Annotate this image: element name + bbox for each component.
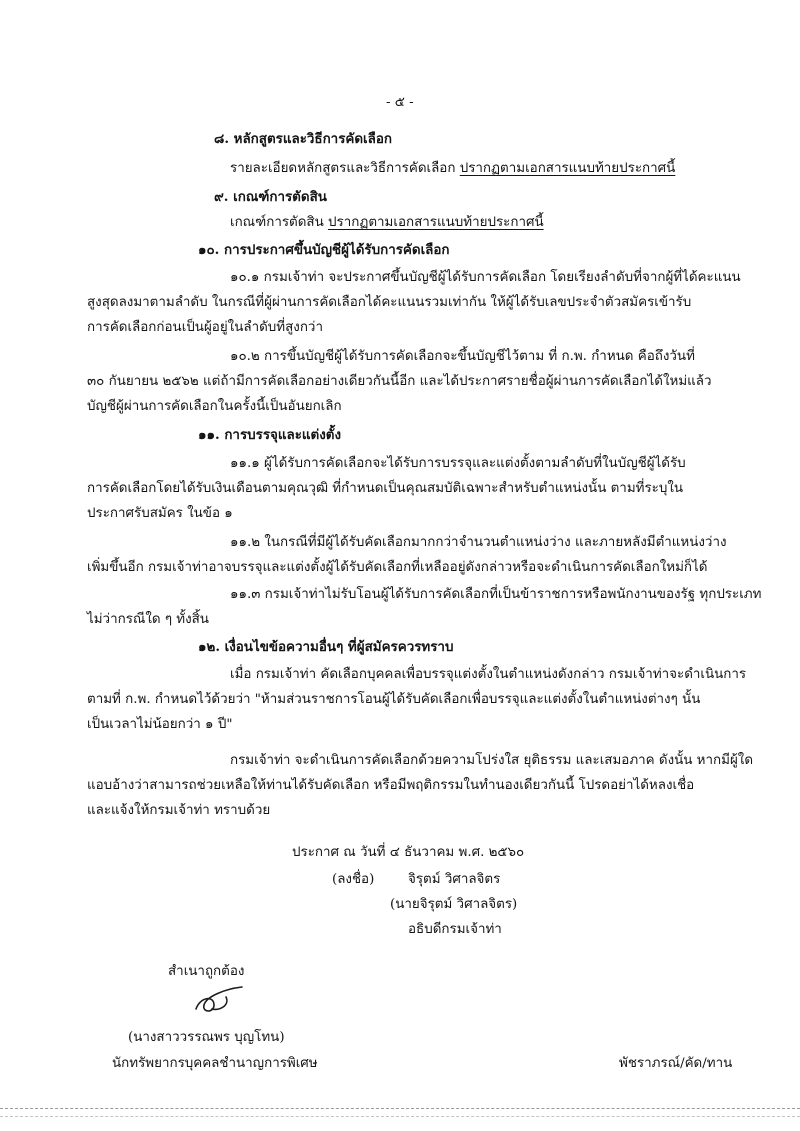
section-10-2-line-1: ๑๐.๒ การขึ้นบัญชีผู้ได้รับการคัดเลือกจะขึ้นบัญชีไว้ตาม ที่ ก.พ. กำหนด คือถึงวันที่ [230,349,695,364]
section-10-1-line-1: ๑๐.๑ กรมเจ้าท่า จะประกาศขึ้นบัญชีผู้ได้รับการคัดเลือก โดยเรียงลำดับที่จากผู้ที่ได้คะแนน [230,270,741,285]
section-10-heading: ๑๐. การประกาศขึ้นบัญชีผู้ได้รับการคัดเลือก [198,242,450,258]
section-11-2-line-1: ๑๑.๒ ในกรณีที่มีผู้ได้รับคัดเลือกมากกว่าจำนวนตำแหน่งว่าง และภายหลังมีตำแหน่งว่าง [230,535,727,550]
signed-name: จิรุตม์ วิศาลจิตร [408,872,501,887]
certifier-name: (นางสาววรรณพร บุญโทน) [128,1030,285,1045]
section-12-1-line-3: เป็นเวลาไม่น้อยกว่า ๑ ปี" [87,717,233,732]
announcement-date: ประกาศ ณ วันที่ ๔ ธันวาคม พ.ศ. ๒๕๖๐ [292,845,525,860]
section-12-1-line-1: เมื่อ กรมเจ้าท่า คัดเลือกบุคคลเพื่อบรรจุแต่งตั้งในตำแหน่งดังกล่าว กรมเจ้าท่าจะดำเนินการ [230,667,747,682]
section-12-1-line-2: ตามที่ ก.พ. กำหนดไว้ด้วยว่า "ห้ามส่วนราชการโอนผู้ได้รับคัดเลือกเพื่อบรรจุและแต่งตั้งในตำแหน่งต่างๆ นั้น [87,692,701,707]
page-number: - ๕ - [386,95,414,110]
section-9-text: เกณฑ์การตัดสิน ปรากฏตามเอกสารแนบท้ายประกาศนี้ [230,215,544,230]
signed-label: (ลงชื่อ) [332,872,375,887]
section-12-2-line-1: กรมเจ้าท่า จะดำเนินการคัดเลือกด้วยความโปร่งใส ยุติธรรม และเสมอภาค ดังนั้น หากมีผู้ใด [230,753,754,768]
section-8-attachment-ref: ปรากฏตามเอกสารแนบท้ายประกาศนี้ [459,161,676,176]
handwritten-signature [190,983,254,1019]
certifier-position: นักทรัพยากรบุคคลชำนาญการพิเศษ [112,1056,318,1071]
section-10-1-line-2: สูงสุดลงมาตามลำดับ ในกรณีที่ผู้ผ่านการคัดเลือกได้คะแนนรวมเท่ากัน ให้ผู้ได้รับเลขประจำตัวสมัครเข้ารับ [87,295,692,310]
section-10-2-line-2: ๓๐ กันยายน ๒๕๖๒ แต่ถ้ามีการคัดเลือกอย่างเดียวกันนี้อีก และได้ประกาศรายชื่อผู้ผ่านการคัดเลือกได้ใหม่แล้ว [87,374,712,389]
section-10-1-line-3: การคัดเลือกก่อนเป็นผู้อยู่ในลำดับที่สูงกว่า [87,320,323,335]
section-11-heading: ๑๑. การบรรจุและแต่งตั้ง [198,427,342,443]
typist-code: พัชราภรณ์/คัด/ทาน [619,1056,733,1071]
section-11-1-line-1: ๑๑.๑ ผู้ได้รับการคัดเลือกจะได้รับการบรรจุและแต่งตั้งตามลำดับที่ในบัญชีผู้ได้รับ [230,456,686,471]
section-9-heading: ๙. เกณฑ์การตัดสิน [214,189,327,205]
scan-artifact-line [0,1116,800,1117]
section-8-text: รายละเอียดหลักสูตรและวิธีการคัดเลือก ปรากฏตามเอกสารแนบท้ายประกาศนี้ [230,161,676,176]
certified-copy-label: สำเนาถูกต้อง [168,964,245,979]
section-12-heading: ๑๒. เงื่อนไขข้อความอื่นๆ ที่ผู้สมัครควรทราบ [198,639,454,655]
section-11-3-line-1: ๑๑.๓ กรมเจ้าท่าไม่รับโอนผู้ได้รับการคัดเลือกที่เป็นข้าราชการหรือพนักงานของรัฐ ทุกประเภท [230,587,762,602]
section-11-1-line-3: ประกาศรับสมัคร ในข้อ ๑ [87,506,233,521]
signer-position: อธิบดีกรมเจ้าท่า [408,922,502,937]
section-11-2-line-2: เพิ่มขึ้นอีก กรมเจ้าท่าอาจบรรจุและแต่งตั้งผู้ได้รับคัดเลือกที่เหลืออยู่ดังกล่าวหรือจะดำเนินการคัดเลือกใหม่ก็ได้ [87,560,708,575]
section-8-heading: ๘. หลักสูตรและวิธีการคัดเลือก [214,131,392,147]
section-11-3-line-2: ไม่ว่ากรณีใด ๆ ทั้งสิ้น [87,612,209,627]
section-11-1-line-2: การคัดเลือกโดยได้รับเงินเดือนตามคุณวุฒิ ที่กำหนดเป็นคุณสมบัติเฉพาะสำหรับตำแหน่งนั้น ตามที่ระบุใน [87,481,684,496]
signer-full-name: (นายจิรุตม์ วิศาลจิตร) [390,897,518,912]
section-10-2-line-3: บัญชีผู้ผ่านการคัดเลือกในครั้งนี้เป็นอันยกเลิก [87,399,342,414]
section-12-2-line-3: และแจ้งให้กรมเจ้าท่า ทราบด้วย [87,803,271,818]
section-9-attachment-ref: ปรากฏตามเอกสารแนบท้ายประกาศนี้ [328,215,544,230]
scan-artifact-line [0,1108,800,1109]
section-12-2-line-2: แอบอ้างว่าสามารถช่วยเหลือให้ท่านได้รับคัดเลือก หรือมีพฤติกรรมในทำนองเดียวกันนี้ โปรดอย่าได้หลงเชื่อ [87,778,695,793]
